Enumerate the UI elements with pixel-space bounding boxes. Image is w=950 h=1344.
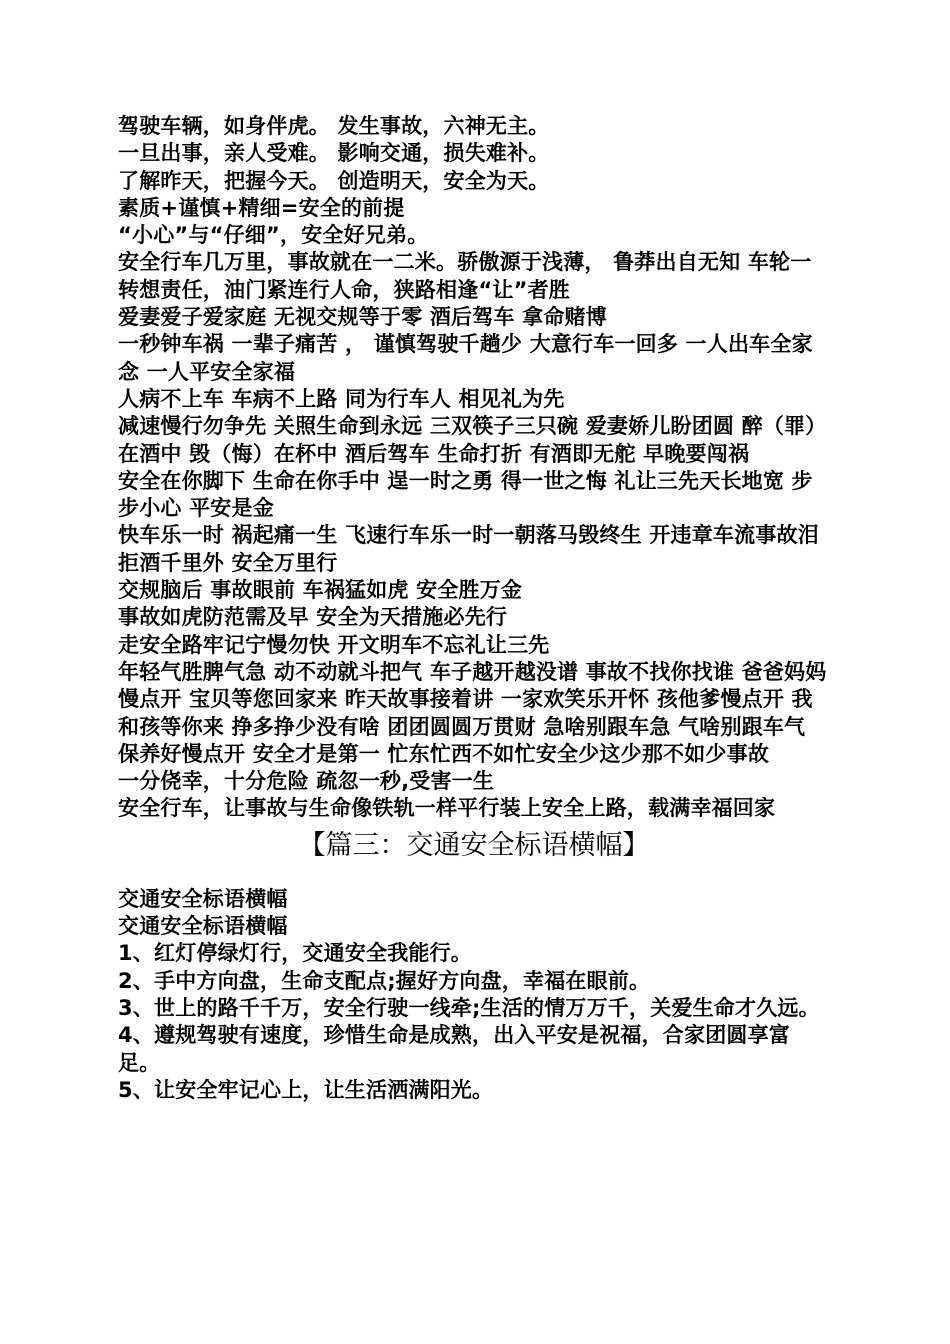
slogan-paragraph: 驾驶车辆，如身伴虎。 发生事故，六神无主。 [118, 114, 550, 138]
numbered-slogan: 1、红灯停绿灯行，交通安全我能行。 [118, 941, 473, 966]
slogan-paragraph: 人病不上车 车病不上路 同为行车人 相见礼为先 [118, 386, 565, 411]
slogan-paragraph: 快车乐一时 祸起痛一生 飞速行车乐一时一朝落马毁终生 开违章车流事故泪 拒酒千里外 安全万里行 [118, 523, 819, 575]
slogan-paragraph: 爱妻爱子爱家庭 无视交规等于零 酒后驾车 拿命赌博 [118, 305, 607, 330]
spacer [118, 874, 830, 886]
slogan-paragraph: 了解昨天，把握今天。 创造明天，安全为天。 [118, 168, 550, 193]
slogan-paragraph: 交规脑后 事故眼前 车祸猛如虎 安全胜万金 [118, 578, 523, 603]
slogan-paragraph: 安全在你脚下 生命在你手中 逞一时之勇 得一世之悔 礼让三先天长地宽 步步小心 平安是金 [118, 468, 813, 521]
banner-title: 交通安全标语横幅 [118, 914, 288, 939]
numbered-slogan: 2、手中方向盘，生命支配点;握好方向盘，幸福在眼前。 [118, 968, 651, 993]
slogan-paragraph: 素质+谨慎+精细=安全的前提 [118, 195, 405, 220]
slogan-paragraph: “小心”与“仔细”，安全好兄弟。 [118, 223, 429, 248]
slogan-paragraph: 事故如虎防范需及早 安全为天措施必先行 [118, 605, 508, 630]
section-heading: 【篇三：交通安全标语横幅】 [298, 829, 650, 861]
numbered-slogan: 4、遵规驾驶有速度，珍惜生命是成熟，出入平安是祝福，合家团圆享富足。 [118, 1023, 791, 1075]
banner-title: 交通安全标语横幅 [118, 886, 288, 911]
slogan-paragraph: 年轻气胜脾气急 动不动就斗把气 车子越开越没谱 事故不找你找谁 爸爸妈妈慢点开 宝贝等您回家来 昨天故事接着讲 一家欢笑乐开怀 孩他爹慢点开 我和孩等你来 挣多挣少没有啥 团团圆圆万贯财 急啥别跟车急 气啥别跟车气 保养好慢点开 安全才是第一 忙东忙西不如忙安全少这少那不如少事故 [118, 659, 827, 766]
slogan-paragraph: 安全行车几万里，事故就在一二米。骄傲源于浅薄， 鲁莽出自无知 车轮一转想责任，油门紧连行人命，狭路相逢“让”者胜 [118, 250, 812, 302]
slogan-paragraph: 一分侥幸，十分危险 疏忽一秒,受害一生 [118, 769, 495, 794]
numbered-slogan: 5、让安全牢记心上，让生活洒满阳光。 [118, 1077, 494, 1102]
slogan-paragraph: 一秒钟车祸 一辈子痛苦 ， 谨慎驾驶千趟少 大意行车一回多 一人出车全家念 一人平安全家福 [118, 332, 813, 384]
slogan-paragraph: 走安全路牢记宁慢勿快 开文明车不忘礼让三先 [118, 632, 550, 657]
slogan-paragraph: 安全行车，让事故与生命像铁轨一样平行装上安全上路，载满幸福回家 [118, 796, 776, 821]
slogan-paragraph: 一旦出事，亲人受难。 影响交通，损失难补。 [118, 141, 550, 166]
numbered-slogan: 3、世上的路千千万，安全行驶一线牵;生活的情万万千，关爱生命才久远。 [118, 995, 820, 1020]
slogan-paragraph: 减速慢行勿争先 关照生命到永远 三双筷子三只碗 爱妻娇儿盼团圆 醉（罪）在酒中 毁（悔）在杯中 酒后驾车 生命打折 有酒即无舵 早晚要闯祸 [118, 414, 827, 466]
document-body [118, 113, 830, 1104]
